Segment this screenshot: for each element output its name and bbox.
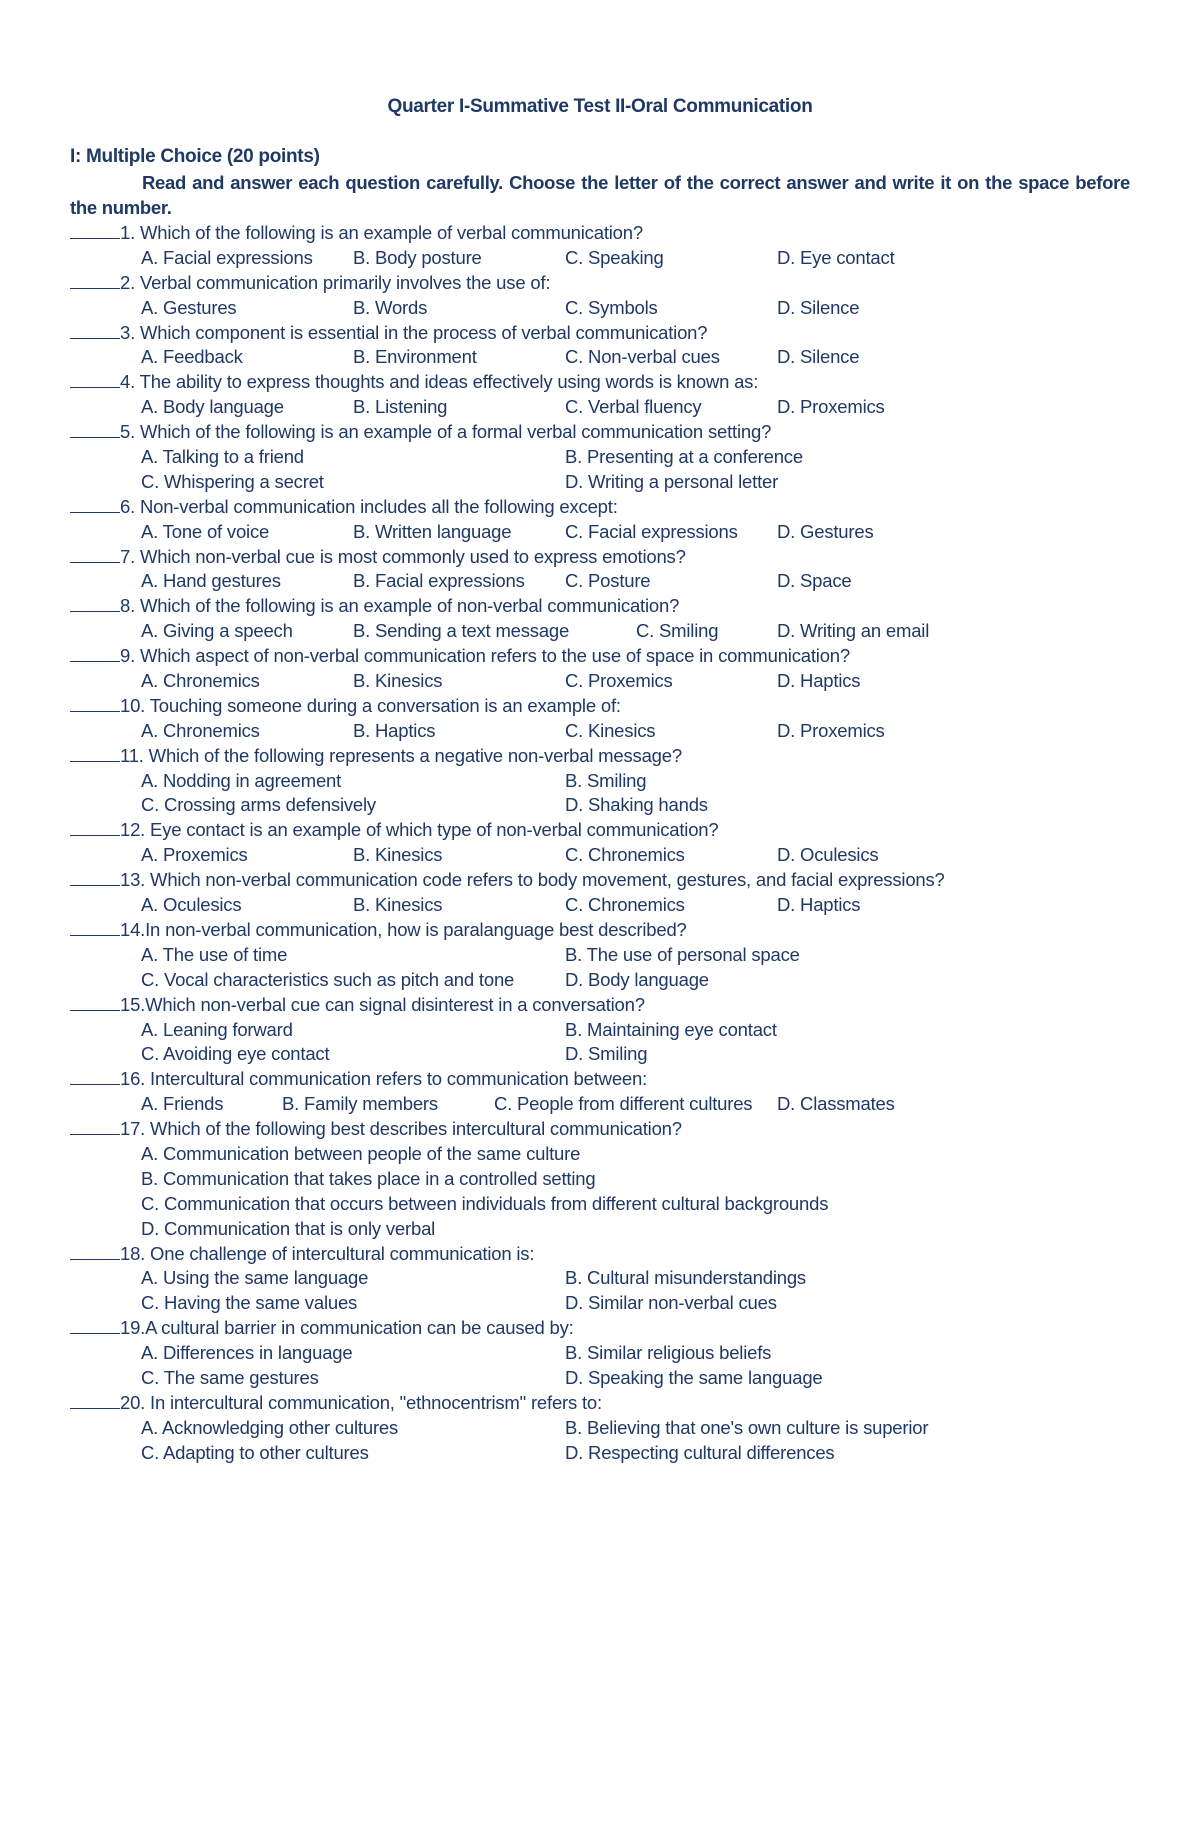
question-1 [70, 221, 1140, 271]
question-8 [70, 594, 1140, 644]
choice-c: C. Avoiding eye contact [141, 1043, 330, 1065]
choice-c: C. Posture [565, 570, 651, 592]
question-4 [70, 370, 1140, 420]
choice-d: D. Communication that is only verbal [141, 1217, 436, 1239]
choice-c: C. People from different cultures [494, 1093, 753, 1115]
choice-c: C. Adapting to other cultures [141, 1441, 369, 1463]
question-stem: 6. Non-verbal communication includes all the following except: [120, 495, 618, 517]
question-stem: 12. Eye contact is an example of which type of non-verbal communication? [120, 819, 719, 841]
choice-d: D. Haptics [777, 894, 861, 916]
question-stem: 19.A cultural barrier in communication can be caused by: [120, 1317, 574, 1339]
answer-blank[interactable] [70, 644, 120, 662]
choice-c: C. Symbols [565, 296, 658, 318]
answer-blank[interactable] [70, 545, 120, 563]
choice-b: B. Haptics [353, 719, 436, 741]
question-stem: 1. Which of the following is an example of verbal communication? [120, 222, 643, 243]
question-17 [70, 1117, 1140, 1241]
choice-a: A. Facial expressions [141, 246, 313, 268]
question-stem: 14.In non-verbal communication, how is paralanguage best described? [120, 918, 687, 940]
choice-a: A. Differences in language [141, 1342, 353, 1364]
answer-blank[interactable] [70, 694, 120, 712]
choice-c: C. The same gestures [141, 1366, 319, 1388]
choice-d: D. Speaking the same language [565, 1366, 823, 1388]
question-stem: 15.Which non-verbal cue can signal disinterest in a conversation? [120, 993, 645, 1015]
choice-b: B. Sending a text message [353, 620, 570, 642]
question-18 [70, 1242, 1140, 1317]
choice-a: A. Hand gestures [141, 570, 281, 592]
choice-a: A. Leaning forward [141, 1018, 293, 1040]
question-stem: 16. Intercultural communication refers to communication between: [120, 1068, 648, 1090]
answer-blank[interactable] [70, 918, 120, 936]
question-stem: 11. Which of the following represents a negative non-verbal message? [120, 744, 682, 766]
answer-blank[interactable] [70, 370, 120, 388]
answer-blank[interactable] [70, 993, 120, 1011]
question-19 [70, 1316, 1140, 1391]
choice-b: B. Kinesics [353, 844, 443, 866]
section-heading: I: Multiple Choice (20 points) [70, 146, 320, 167]
choice-d: D. Writing an email [777, 620, 930, 642]
choice-d: D. Gestures [777, 520, 874, 542]
question-stem: 8. Which of the following is an example of non-verbal communication? [120, 595, 680, 617]
choice-b: B. Communication that takes place in a controlled setting [141, 1167, 596, 1189]
question-5 [70, 420, 1140, 495]
choice-d: D. Shaking hands [565, 794, 708, 816]
answer-blank[interactable] [70, 321, 120, 339]
answer-blank[interactable] [70, 221, 120, 239]
choice-b: B. Words [353, 296, 428, 318]
choice-c: C. Facial expressions [565, 520, 738, 542]
question-list [70, 221, 1140, 1466]
question-13 [70, 868, 1140, 918]
choice-a: A. Tone of voice [141, 520, 270, 542]
choice-b: B. Kinesics [353, 894, 443, 916]
choice-d: D. Space [777, 570, 852, 592]
choice-a: A. Using the same language [141, 1267, 369, 1289]
choice-c: C. Non-verbal cues [565, 346, 720, 368]
answer-blank[interactable] [70, 1117, 120, 1135]
choice-a: A. Chronemics [141, 719, 260, 741]
question-stem: 13. Which non-verbal communication code refers to body movement, gestures, and facial expressions? [120, 869, 945, 891]
question-stem: 4. The ability to express thoughts and ideas effectively using words is known as: [120, 371, 759, 393]
choice-b: B. Body posture [353, 246, 482, 268]
choice-b: B. Believing that one's own culture is superior [565, 1416, 929, 1438]
answer-blank[interactable] [70, 744, 120, 762]
choice-b: B. Kinesics [353, 670, 443, 692]
answer-blank[interactable] [70, 1391, 120, 1409]
question-stem: 20. In intercultural communication, "ethnocentrism" refers to: [120, 1391, 602, 1413]
question-12 [70, 818, 1140, 868]
question-3 [70, 321, 1140, 371]
choice-c: C. Communication that occurs between individuals from different cultural backgrounds [141, 1192, 829, 1214]
choice-b: B. Written language [353, 520, 512, 542]
choice-c: C. Proxemics [565, 670, 673, 692]
question-stem: 7. Which non-verbal cue is most commonly used to express emotions? [120, 545, 686, 567]
choice-a: A. Body language [141, 396, 284, 418]
question-10 [70, 694, 1140, 744]
choice-d: D. Proxemics [777, 396, 885, 418]
question-stem: 5. Which of the following is an example of a formal verbal communication setting? [120, 421, 772, 443]
question-stem: 9. Which aspect of non-verbal communication refers to the use of space in communication? [120, 645, 850, 667]
choice-b: B. Smiling [565, 769, 647, 791]
question-2 [70, 271, 1140, 321]
choice-a: A. The use of time [141, 943, 288, 965]
choice-b: B. Family members [282, 1093, 438, 1115]
question-16 [70, 1067, 1140, 1117]
answer-blank[interactable] [70, 1316, 120, 1334]
choice-d: D. Classmates [777, 1093, 895, 1115]
choice-a: A. Oculesics [141, 894, 242, 916]
choice-d: D. Respecting cultural differences [565, 1441, 835, 1463]
choice-c: C. Crossing arms defensively [141, 794, 376, 816]
choice-a: A. Feedback [141, 346, 243, 368]
question-stem: 18. One challenge of intercultural communication is: [120, 1242, 535, 1264]
choice-b: B. Presenting at a conference [565, 446, 803, 468]
question-6 [70, 495, 1140, 545]
question-7 [70, 545, 1140, 595]
question-stem: 10. Touching someone during a conversation is an example of: [120, 694, 621, 716]
choice-d: D. Silence [777, 296, 860, 318]
choice-d: D. Oculesics [777, 844, 879, 866]
choice-a: A. Friends [141, 1093, 224, 1115]
question-stem: 2. Verbal communication primarily involves the use of: [120, 271, 551, 293]
instructions: Read and answer each question carefully. Choose the letter of the correct answer and write it on the space before the number. [70, 172, 1130, 218]
question-9 [70, 644, 1140, 694]
choice-d: D. Eye contact [777, 246, 895, 268]
choice-c: C. Chronemics [565, 894, 685, 916]
question-stem: 17. Which of the following best describes intercultural communication? [120, 1118, 682, 1140]
choice-c: C. Kinesics [565, 719, 656, 741]
choice-b: B. The use of personal space [565, 943, 800, 965]
choice-a: A. Proxemics [141, 844, 248, 866]
choice-a: A. Gestures [141, 296, 237, 318]
choice-d: D. Haptics [777, 670, 861, 692]
choice-a: A. Chronemics [141, 670, 260, 692]
question-14 [70, 918, 1140, 993]
question-11 [70, 744, 1140, 819]
answer-blank[interactable] [70, 271, 120, 289]
answer-blank[interactable] [70, 1067, 120, 1085]
choice-a: A. Communication between people of the same culture [141, 1142, 581, 1164]
answer-blank[interactable] [70, 818, 120, 836]
choice-c: C. Smiling [636, 620, 719, 642]
choice-c: C. Whispering a secret [141, 470, 324, 492]
question-15 [70, 993, 1140, 1068]
choice-b: B. Listening [353, 396, 448, 418]
answer-blank[interactable] [70, 868, 120, 886]
choice-d: D. Similar non-verbal cues [565, 1292, 777, 1314]
answer-blank[interactable] [70, 594, 120, 612]
page-title: Quarter I-Summative Test II-Oral Communication [387, 96, 813, 117]
answer-blank[interactable] [70, 495, 120, 513]
choice-d: D. Proxemics [777, 719, 885, 741]
choice-c: C. Verbal fluency [565, 396, 702, 418]
choice-d: D. Body language [565, 968, 709, 990]
choice-b: B. Facial expressions [353, 570, 525, 592]
choice-c: C. Chronemics [565, 844, 685, 866]
choice-b: B. Maintaining eye contact [565, 1018, 777, 1040]
choice-b: B. Cultural misunderstandings [565, 1267, 806, 1289]
choice-b: B. Environment [353, 346, 477, 368]
choice-c: C. Vocal characteristics such as pitch and tone [141, 968, 515, 990]
choice-a: A. Nodding in agreement [141, 769, 342, 791]
choice-b: B. Similar religious beliefs [565, 1342, 772, 1364]
question-stem: 3. Which component is essential in the process of verbal communication? [120, 321, 708, 343]
choice-a: A. Acknowledging other cultures [141, 1416, 399, 1438]
choice-d: D. Writing a personal letter [565, 470, 779, 492]
choice-c: C. Speaking [565, 246, 664, 268]
answer-blank[interactable] [70, 1242, 120, 1260]
answer-blank[interactable] [70, 420, 120, 438]
choice-d: D. Smiling [565, 1043, 648, 1065]
choice-a: A. Giving a speech [141, 620, 293, 642]
choice-d: D. Silence [777, 346, 860, 368]
question-20 [70, 1391, 1140, 1466]
choice-a: A. Talking to a friend [141, 446, 304, 468]
choice-c: C. Having the same values [141, 1292, 358, 1314]
